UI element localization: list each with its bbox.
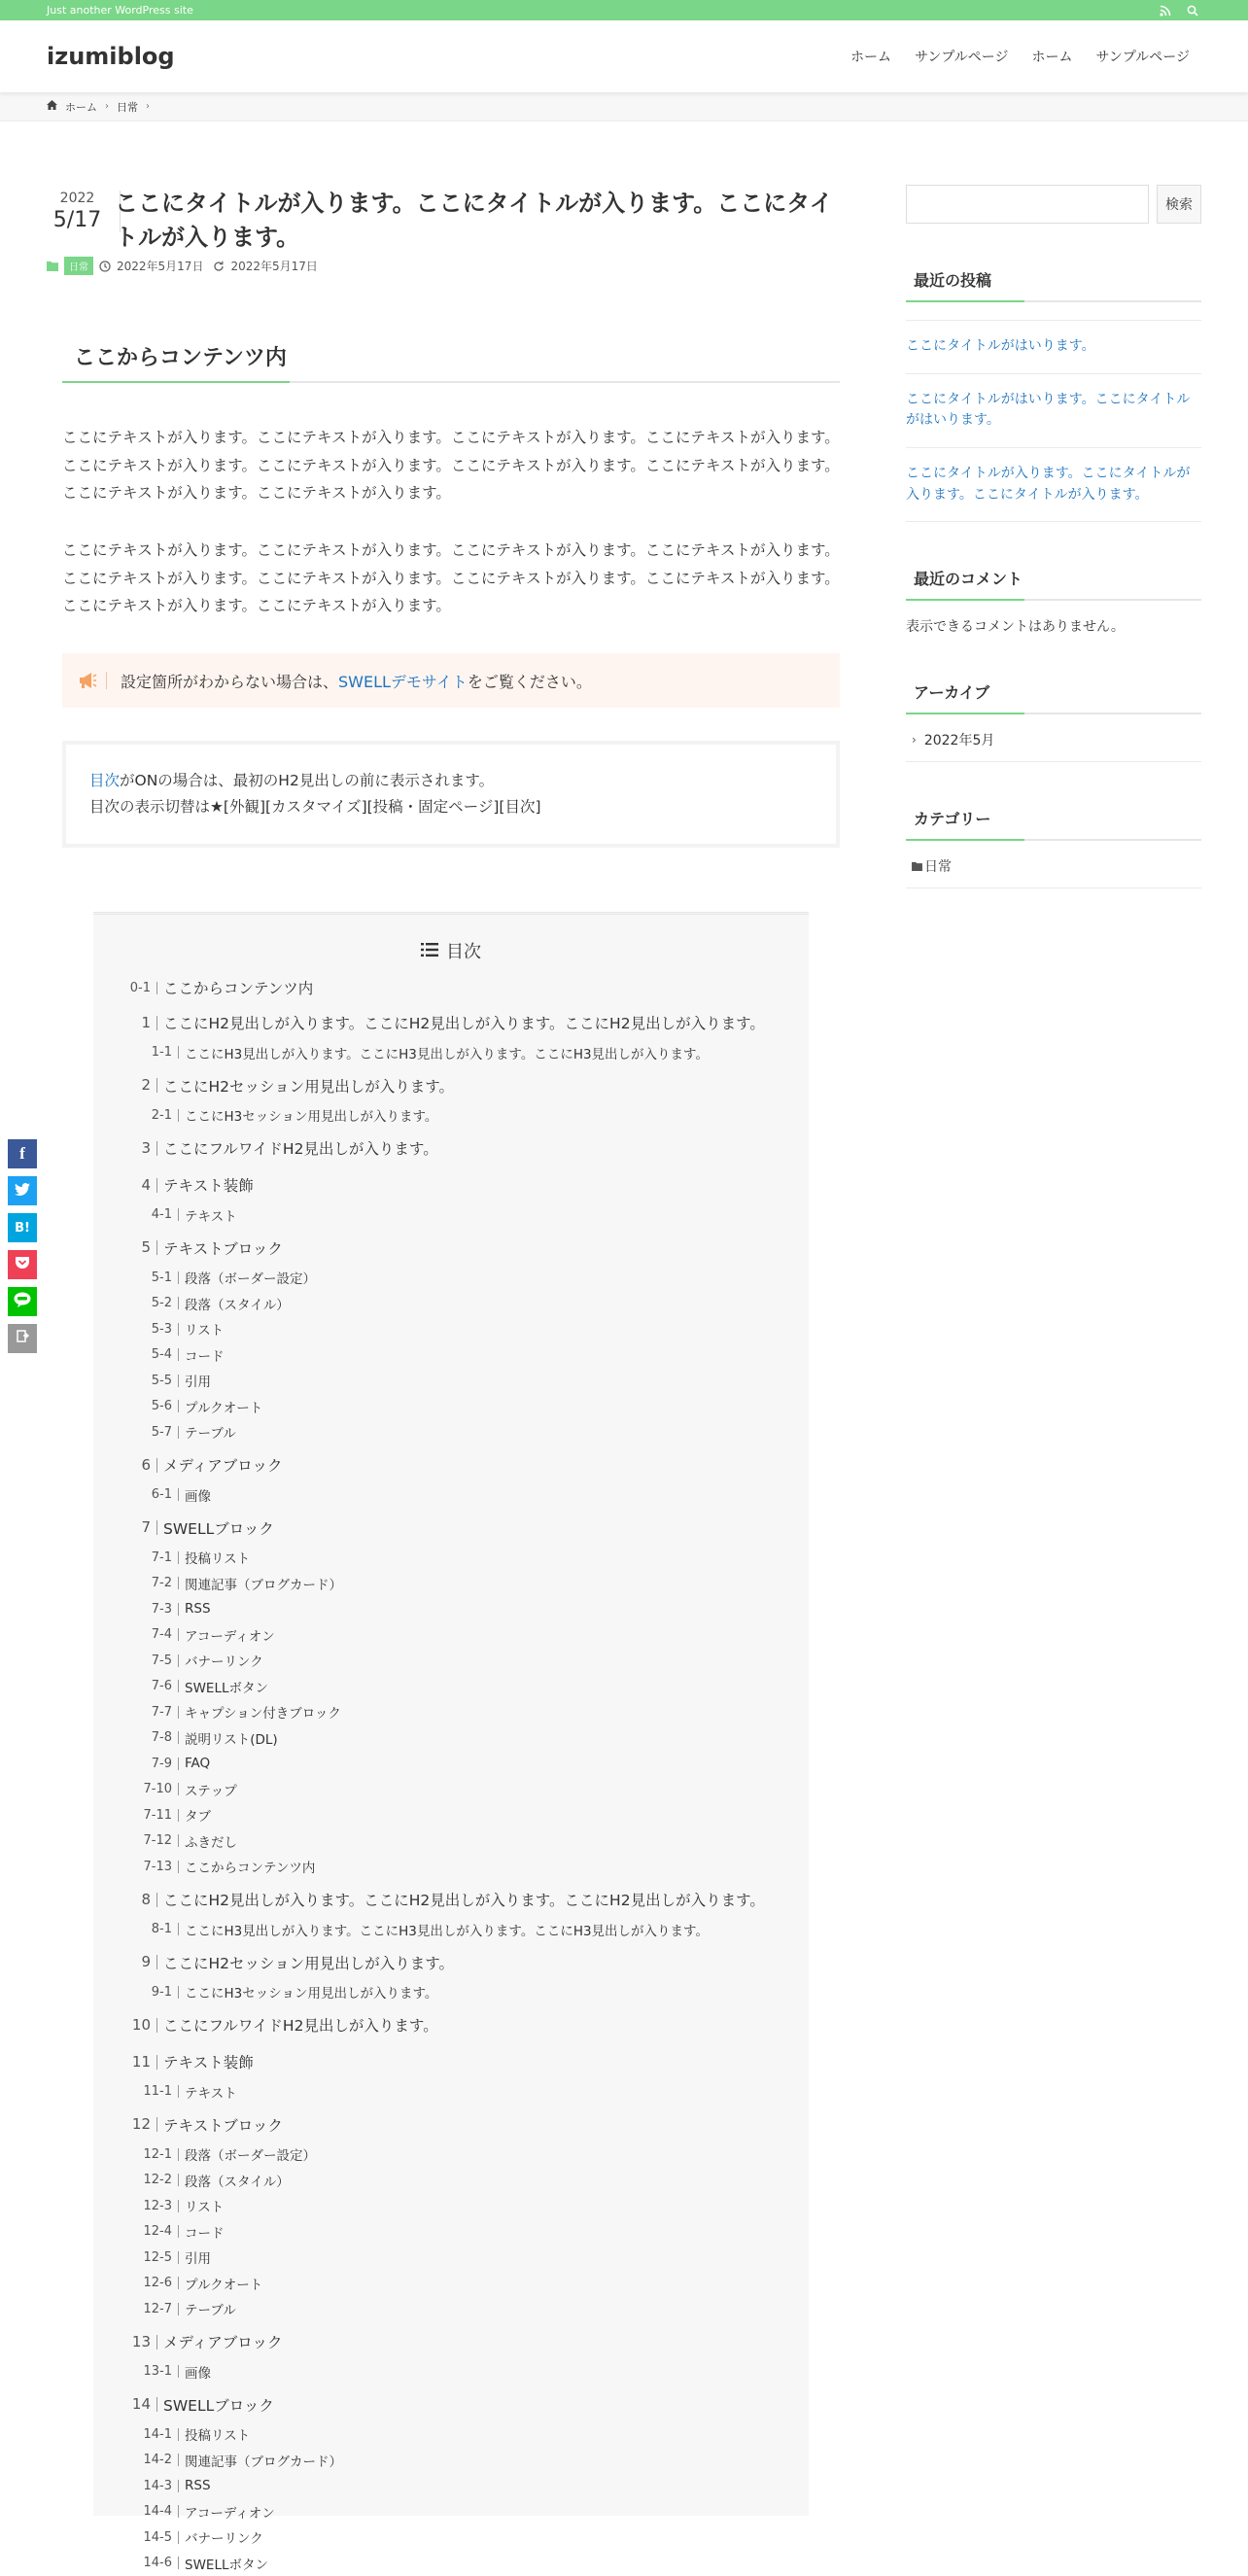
- hatena-icon: B!: [15, 1220, 30, 1236]
- toc-item-number: 2: [117, 1078, 157, 1093]
- toc-item-number: 7-2: [117, 1577, 179, 1589]
- toc-item-number: 4: [117, 1178, 157, 1193]
- toc-item-text: 投稿リスト: [185, 1551, 251, 1568]
- toc-item-text: テキストブロック: [163, 1239, 283, 1258]
- hatena-share-button[interactable]: [8, 1213, 37, 1242]
- toc-item-text: FAQ: [185, 1756, 211, 1772]
- post-date-md: 5/17: [52, 208, 102, 232]
- paragraph-2: ここにテキストが入ります。ここにテキストが入ります。ここにテキストが入ります。ここにテキストが入ります。ここにテキストが入ります。ここにテキストが入ります。ここにテキストが入ります。ここにテキストが入ります。ここにテキストが入ります。ここにテキストが入ります。: [62, 541, 840, 615]
- toc-item-number: 13-1: [117, 2365, 179, 2378]
- toc-item[interactable]: [117, 1570, 785, 1596]
- list-icon: [421, 941, 438, 961]
- toc-item-text: プルクオート: [185, 1400, 263, 1416]
- rss-icon[interactable]: [1159, 4, 1172, 17]
- toc-item[interactable]: [117, 2218, 785, 2245]
- toc-item-number: 5-3: [117, 1323, 179, 1336]
- toc-item[interactable]: [117, 1828, 785, 1854]
- toc-item[interactable]: [117, 2524, 785, 2551]
- toc-item-text: 投稿リスト: [185, 2428, 251, 2445]
- toc-item-text: リスト: [185, 1323, 225, 1340]
- site-tagline: Just another WordPress site: [47, 4, 193, 17]
- twitter-share-button[interactable]: [8, 1176, 37, 1205]
- toc-item[interactable]: [117, 2358, 785, 2385]
- toc-item-number: 0-1: [117, 982, 157, 994]
- toc-item-text: ここからコンテンツ内: [163, 980, 314, 998]
- search-icon[interactable]: [1186, 4, 1199, 17]
- toc-item-number: 12-3: [117, 2200, 179, 2212]
- widget-recent-comments: [906, 559, 1201, 636]
- toc-item[interactable]: [117, 1979, 785, 2005]
- toc-item-number: 9-1: [117, 1986, 179, 1999]
- toc-item-text: タブ: [185, 1809, 211, 1826]
- toc-item-text: SWELLブロック: [163, 1519, 274, 1538]
- toc-item-number: 3: [117, 1141, 157, 1156]
- toc-item[interactable]: [117, 1419, 785, 1445]
- category-badge[interactable]: 日常: [64, 257, 93, 275]
- toc-item[interactable]: [117, 1724, 785, 1751]
- toc-item-text: ここにH3見出しが入ります。ここにH3見出しが入ります。ここにH3見出しが入ります。: [185, 1923, 709, 1939]
- toc-item-text: ステップ: [185, 1783, 237, 1799]
- toc-item[interactable]: [117, 2008, 785, 2041]
- toc-title: 目次: [446, 942, 481, 963]
- toc-item[interactable]: [117, 1545, 785, 1571]
- toc-item[interactable]: [117, 2108, 785, 2141]
- toc-item-number: 14-4: [117, 2505, 179, 2518]
- toc-item-text: ここにH2セッション用見出しが入ります。: [163, 1954, 454, 1972]
- toc-item-text: SWELLボタン: [185, 2557, 268, 2573]
- toc-item-text: RSS: [185, 2478, 211, 2494]
- toc-item-number: 7-5: [117, 1654, 179, 1667]
- toc-item-text: リスト: [185, 2200, 225, 2216]
- toc-item-text: コード: [185, 2225, 225, 2242]
- toc-item-number: 5-6: [117, 1400, 179, 1412]
- toc-item-text: テキスト: [185, 1208, 237, 1225]
- toc-item[interactable]: [117, 1131, 785, 1165]
- toc-item[interactable]: [117, 2078, 785, 2105]
- toc-item-number: 7-6: [117, 1680, 179, 1692]
- toc-item-text: ここからコンテンツ内: [185, 1861, 316, 1877]
- site-header: [0, 20, 1248, 92]
- recent-post-link-3[interactable]: ここにタイトルが入ります。ここにタイトルが入ります。ここにタイトルが入ります。: [906, 466, 1191, 503]
- list-item: [906, 374, 1201, 448]
- toc-item[interactable]: [117, 2473, 785, 2499]
- chevron-right-icon: ›: [146, 101, 150, 112]
- toc-item[interactable]: [117, 1946, 785, 1979]
- recent-post-link-1[interactable]: ここにタイトルがはいります。: [906, 338, 1095, 354]
- toc-item[interactable]: [117, 1265, 785, 1291]
- toc-item-text: アコーディオン: [185, 1628, 275, 1645]
- alert-text-after: をご覧ください。: [467, 672, 592, 691]
- toc-item[interactable]: [117, 2270, 785, 2296]
- toc-item-text: ここにフルワイドH2見出しが入ります。: [163, 1140, 438, 1159]
- toc-item-number: 12-7: [117, 2303, 179, 2315]
- toc-item-text: テキストブロック: [163, 2116, 283, 2135]
- toc-item[interactable]: [117, 1341, 785, 1368]
- toc-item[interactable]: [117, 1168, 785, 1201]
- toc-item[interactable]: [117, 1751, 785, 1777]
- toc-item[interactable]: [117, 1621, 785, 1648]
- toc-item-text: ここにH2セッション用見出しが入ります。: [163, 1077, 454, 1096]
- info-line-2: 目次の表示切替は★[外観][カスタマイズ][投稿・固定ページ][目次]: [89, 798, 541, 817]
- toc-item-number: 7-9: [117, 1758, 179, 1770]
- toc-item-number: 10: [117, 2018, 157, 2033]
- toc-item-text: ふきだし: [185, 1834, 237, 1851]
- toc-item[interactable]: [117, 1883, 785, 1916]
- toc-item-text: 引用: [185, 1375, 211, 1391]
- nav-sample-page-2[interactable]: サンプルページ: [1095, 50, 1190, 65]
- home-icon: [47, 100, 57, 113]
- post-date: [43, 191, 121, 232]
- copy-url-button[interactable]: [8, 1324, 37, 1353]
- toc-item-text: 段落（ボーダー設定）: [185, 2148, 316, 2165]
- toc-item-number: 5: [117, 1240, 157, 1255]
- toc-item[interactable]: [117, 2245, 785, 2271]
- facebook-icon: f: [19, 1144, 25, 1163]
- toc-list: [117, 973, 785, 2576]
- alert-box: [62, 653, 840, 708]
- toc-item-text: 画像: [185, 1488, 211, 1505]
- widget-title: アーカイブ: [906, 673, 1201, 714]
- site-title[interactable]: izumiblog: [47, 43, 175, 70]
- breadcrumb-category[interactable]: 日常: [117, 100, 138, 114]
- toc-item-number: 5-1: [117, 1271, 179, 1284]
- top-bar: [0, 0, 1248, 20]
- toc-item-number: 14: [117, 2397, 157, 2412]
- toc-item-number: 7-10: [117, 1783, 179, 1795]
- toc-item[interactable]: [117, 2388, 785, 2421]
- content-heading: ここからコンテンツ内: [62, 333, 840, 383]
- toc-item[interactable]: [117, 2296, 785, 2322]
- share-buttons: [8, 1139, 37, 1353]
- toc-item[interactable]: [117, 1102, 785, 1129]
- post-date-year: 2022: [59, 191, 95, 206]
- widget-recent-posts: [906, 261, 1201, 522]
- toc-item[interactable]: [117, 2421, 785, 2448]
- published-date: 2022年5月17日: [117, 260, 204, 273]
- widget-title: 最近のコメント: [906, 559, 1201, 601]
- archive-item[interactable]: [906, 714, 1201, 762]
- folder-icon: [47, 261, 58, 272]
- toc-item[interactable]: [117, 1854, 785, 1880]
- toc-item[interactable]: [117, 1802, 785, 1828]
- toc-item[interactable]: [117, 1393, 785, 1419]
- toc-item-number: 14-2: [117, 2454, 179, 2466]
- search-button[interactable]: 検索: [1157, 185, 1201, 224]
- nav-home[interactable]: ホーム: [850, 50, 892, 65]
- toc-item-text: テキスト装飾: [163, 1177, 254, 1196]
- widget-title: 最近の投稿: [906, 261, 1201, 302]
- search-form: [906, 185, 1201, 224]
- toc-item-number: 14-6: [117, 2557, 179, 2569]
- megaphone-icon: [78, 672, 107, 689]
- toc-item-text: キャプション付きブロック: [185, 1706, 341, 1723]
- info-box: [62, 741, 840, 848]
- chevron-right-icon: ›: [105, 101, 109, 112]
- toc-item[interactable]: [117, 1776, 785, 1802]
- toc-item[interactable]: [117, 1039, 785, 1065]
- toc-item[interactable]: [117, 2045, 785, 2078]
- toc-item-number: 8: [117, 1893, 157, 1907]
- toc-item[interactable]: [117, 1368, 785, 1394]
- toc-item-number: 7: [117, 1520, 157, 1535]
- info-line-1: がONの場合は、最初のH2見出しの前に表示されます。: [120, 772, 495, 790]
- toc-item[interactable]: [117, 1201, 785, 1228]
- pocket-share-button[interactable]: [8, 1250, 37, 1279]
- toc-item[interactable]: [117, 2498, 785, 2524]
- toc-item-text: テキスト: [185, 2085, 237, 2102]
- toc-item[interactable]: [117, 2193, 785, 2219]
- toc-item-number: 12-5: [117, 2251, 179, 2264]
- main-content: [52, 122, 840, 2573]
- toc-item[interactable]: [117, 1290, 785, 1316]
- toc-item-number: 12: [117, 2117, 157, 2132]
- table-of-contents: [93, 912, 809, 2573]
- list-item: [906, 448, 1201, 522]
- toc-item-number: 11-1: [117, 2085, 179, 2098]
- toc-item-text: 引用: [185, 2251, 211, 2268]
- toc-link[interactable]: 目次: [89, 772, 121, 790]
- toc-item-text: テーブル: [185, 2303, 236, 2319]
- toc-item-text: メディアブロック: [163, 1457, 283, 1476]
- toc-item-number: 7-8: [117, 1731, 179, 1744]
- toc-item-number: 7-3: [117, 1603, 179, 1616]
- toc-item-number: 1: [117, 1016, 157, 1030]
- post-title: ここにタイトルが入ります。ここにタイトルが入ります。ここにタイトルが入ります。: [115, 190, 833, 251]
- toc-item-number: 9: [117, 1955, 157, 1969]
- toc-item-text: RSS: [185, 1601, 211, 1618]
- toc-item-text: 段落（スタイル）: [185, 1297, 290, 1313]
- toc-item[interactable]: [117, 1232, 785, 1265]
- facebook-share-button[interactable]: [8, 1139, 37, 1168]
- toc-item[interactable]: [117, 1316, 785, 1342]
- toc-item[interactable]: [117, 1512, 785, 1545]
- line-share-button[interactable]: [8, 1287, 37, 1316]
- toc-item-number: 12-4: [117, 2225, 179, 2238]
- toc-item[interactable]: [117, 1673, 785, 1699]
- post-meta: [47, 257, 840, 275]
- toc-item-number: 12-2: [117, 2174, 179, 2186]
- line-icon: [14, 1292, 31, 1311]
- toc-item-text: バナーリンク: [185, 2531, 263, 2548]
- toc-item-text: 関連記事（ブログカード）: [185, 1577, 342, 1593]
- toc-item-text: SWELLボタン: [185, 1680, 268, 1696]
- breadcrumb: [0, 92, 1248, 122]
- toc-item-text: 段落（ボーダー設定）: [185, 1271, 316, 1288]
- toc-item-number: 6-1: [117, 1488, 179, 1501]
- no-comments-text: 表示できるコメントはありません。: [906, 619, 1125, 636]
- toc-item-text: 段落（スタイル）: [185, 2174, 290, 2190]
- toc-item[interactable]: [117, 1069, 785, 1102]
- toc-item-text: プルクオート: [185, 2277, 263, 2293]
- nav-sample-page[interactable]: サンプルページ: [915, 50, 1009, 65]
- recent-post-link-2[interactable]: ここにタイトルがはいります。ここにタイトルがはいります。: [906, 391, 1191, 429]
- toc-item-text: 画像: [185, 2365, 211, 2382]
- toc-item-text: テキスト装飾: [163, 2054, 254, 2072]
- toc-item-number: 7-4: [117, 1628, 179, 1641]
- toc-item-number: 12-1: [117, 2148, 179, 2161]
- toc-item[interactable]: [117, 1481, 785, 1508]
- toc-item-number: 2-1: [117, 1109, 179, 1122]
- toc-item-number: 1-1: [117, 1046, 179, 1059]
- toc-item-number: 14-1: [117, 2428, 179, 2441]
- toc-item-number: 12-6: [117, 2277, 179, 2289]
- global-nav: [839, 47, 1201, 66]
- toc-item-text: テーブル: [185, 1426, 236, 1443]
- category-item[interactable]: [906, 841, 1201, 888]
- archive-label: 2022年5月: [923, 733, 995, 749]
- toc-item[interactable]: [117, 1448, 785, 1481]
- copy-icon: [16, 1330, 29, 1347]
- widget-categories: [906, 799, 1201, 888]
- toc-item-text: ここにH2見出しが入ります。ここにH2見出しが入ります。ここにH2見出しが入ります。: [163, 1892, 765, 1910]
- toc-item-text: アコーディオン: [185, 2505, 275, 2522]
- toc-item-text: 関連記事（ブログカード）: [185, 2454, 342, 2470]
- toc-item[interactable]: [117, 2167, 785, 2193]
- refresh-icon: [213, 261, 225, 272]
- breadcrumb-home[interactable]: ホーム: [65, 100, 97, 114]
- toc-item-text: 説明リスト(DL): [185, 1731, 278, 1748]
- toc-item-text: ここにフルワイドH2見出しが入ります。: [163, 2017, 438, 2036]
- widget-title: カテゴリー: [906, 799, 1201, 841]
- toc-item-number: 7-7: [117, 1706, 179, 1719]
- toc-item[interactable]: [117, 1699, 785, 1725]
- alert-text-before: 設定箇所がわからない場合は、: [121, 672, 339, 691]
- widget-archives: [906, 673, 1201, 762]
- folder-icon: [906, 861, 922, 871]
- toc-item-number: 13: [117, 2335, 157, 2350]
- modified-date: 2022年5月17日: [230, 260, 318, 273]
- toc-item-number: 5-7: [117, 1426, 179, 1439]
- toc-item-text: ここにH3見出しが入ります。ここにH3見出しが入ります。ここにH3見出しが入ります。: [185, 1046, 709, 1062]
- toc-item-number: 4-1: [117, 1208, 179, 1221]
- nav-home-2[interactable]: ホーム: [1031, 50, 1073, 65]
- twitter-icon: [15, 1183, 30, 1200]
- toc-item-number: 8-1: [117, 1923, 179, 1935]
- toc-item[interactable]: [117, 1006, 785, 1039]
- toc-item-text: SWELLブロック: [163, 2396, 274, 2415]
- toc-item-number: 14-3: [117, 2480, 179, 2492]
- toc-item[interactable]: [117, 973, 785, 1002]
- toc-item[interactable]: [117, 2550, 785, 2576]
- toc-item-text: メディアブロック: [163, 2334, 283, 2352]
- toc-item-text: ここにH2見出しが入ります。ここにH2見出しが入ります。ここにH2見出しが入ります。: [163, 1015, 765, 1033]
- toc-item-text: バナーリンク: [185, 1654, 263, 1671]
- list-item: [906, 321, 1201, 374]
- toc-item-number: 5-2: [117, 1297, 179, 1309]
- toc-item-number: 6: [117, 1458, 157, 1473]
- sidebar: [906, 122, 1201, 888]
- toc-item-number: 7-11: [117, 1809, 179, 1822]
- toc-item-number: 5-4: [117, 1348, 179, 1361]
- category-label: 日常: [924, 859, 952, 876]
- toc-item[interactable]: [117, 2141, 785, 2168]
- swell-demo-link[interactable]: SWELLデモサイト: [338, 672, 468, 691]
- toc-item-text: ここにH3セッション用見出しが入ります。: [185, 1986, 438, 2002]
- toc-item-text: ここにH3セッション用見出しが入ります。: [185, 1109, 438, 1126]
- toc-item-number: 11: [117, 2055, 157, 2070]
- toc-item-number: 7-13: [117, 1861, 179, 1873]
- toc-item-number: 7-1: [117, 1551, 179, 1564]
- toc-item[interactable]: [117, 1596, 785, 1622]
- paragraph-1: ここにテキストが入ります。ここにテキストが入ります。ここにテキストが入ります。ここにテキストが入ります。ここにテキストが入ります。ここにテキストが入ります。ここにテキストが入ります。ここにテキストが入ります。ここにテキストが入ります。ここにテキストが入ります。: [62, 429, 840, 503]
- toc-item[interactable]: [117, 1916, 785, 1942]
- toc-item-text: コード: [185, 1348, 225, 1365]
- clock-icon: [99, 261, 111, 272]
- toc-item[interactable]: [117, 2447, 785, 2473]
- pocket-icon: [15, 1256, 30, 1273]
- toc-item[interactable]: [117, 1648, 785, 1674]
- search-input[interactable]: [906, 185, 1149, 224]
- toc-item-number: 5-5: [117, 1375, 179, 1387]
- toc-item-number: 7-12: [117, 1834, 179, 1847]
- toc-item[interactable]: [117, 2325, 785, 2358]
- toc-item-number: 14-5: [117, 2531, 179, 2544]
- chevron-right-icon: ›: [912, 733, 917, 748]
